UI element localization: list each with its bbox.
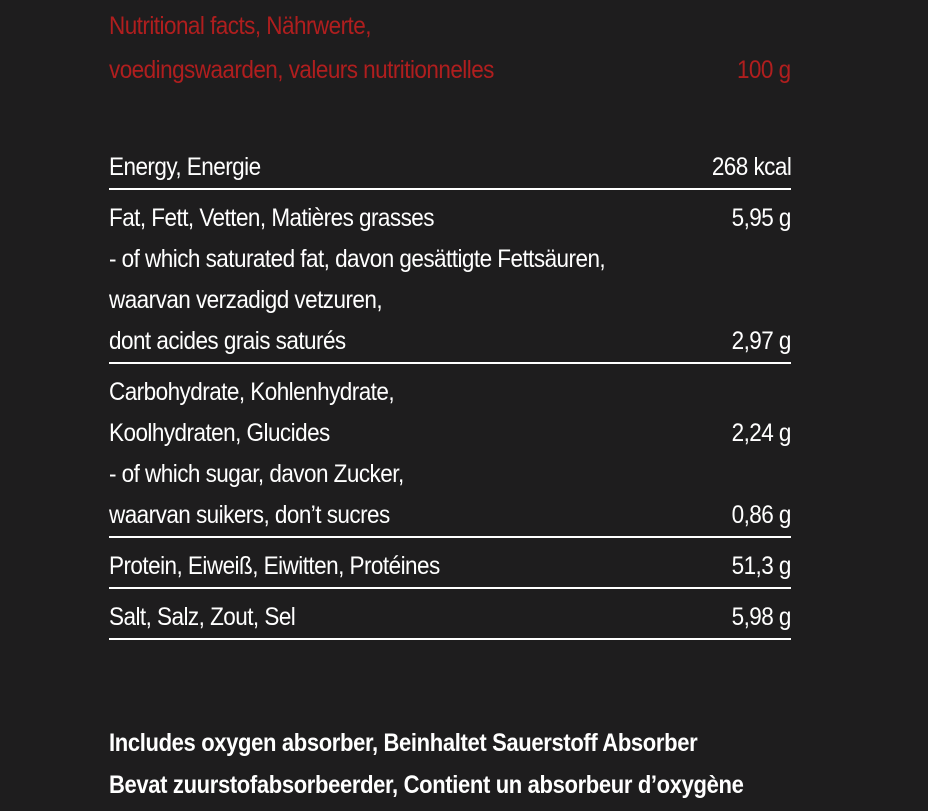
footer-line-1: Includes oxygen absorber, Beinhaltet Sauerstoff Absorber <box>109 729 698 757</box>
nutrient-value: 2,97 g <box>731 327 791 355</box>
nutrient-value: 2,24 g <box>731 419 791 447</box>
nutrient-label: Protein, Eiweiß, Eiwitten, Protéines <box>109 552 440 580</box>
nutrient-label: Fat, Fett, Vetten, Matières grasses <box>109 204 434 232</box>
nutrient-sublabel: - of which sugar, davon Zucker, <box>109 460 404 488</box>
nutrient-row-energy <box>109 147 791 190</box>
nutrient-label: Energy, Energie <box>109 153 261 181</box>
nutrient-sublabel: waarvan suikers, don’t sucres <box>109 501 390 529</box>
nutrient-sublabel: waarvan verzadigd vetzuren, <box>109 286 383 314</box>
nutrient-value: 268 kcal <box>711 153 791 181</box>
nutrient-row-protein <box>109 546 791 589</box>
nutrient-label: Salt, Salz, Zout, Sel <box>109 603 296 631</box>
nutrient-value: 0,86 g <box>731 501 791 529</box>
nutrient-value: 5,98 g <box>731 603 791 631</box>
nutrient-row-carbohydrate <box>109 372 791 538</box>
header-unit: 100 g <box>737 56 791 84</box>
nutrient-sublabel: dont acides grais saturés <box>109 327 346 355</box>
oxygen-absorber-note <box>109 722 830 806</box>
nutrition-table <box>109 147 791 648</box>
nutrient-row-fat <box>109 198 791 364</box>
nutrient-value: 5,95 g <box>731 204 791 232</box>
nutrient-row-salt <box>109 597 791 640</box>
nutrient-label: Koolhydraten, Glucides <box>109 419 330 447</box>
nutrient-sublabel: - of which saturated fat, davon gesättigte Fettsäuren, <box>109 245 606 273</box>
footer-line-2: Bevat zuurstofabsorbeerder, Contient un absorbeur d’oxygène <box>109 771 744 799</box>
header-title-line-2: voedingswaarden, valeurs nutritionnelles <box>109 56 494 84</box>
nutrient-label: Carbohydrate, Kohlenhydrate, <box>109 378 395 406</box>
header-title-line-1: Nutritional facts, Nährwerte, <box>109 12 371 40</box>
nutrition-header <box>109 4 791 92</box>
nutrient-value: 51,3 g <box>731 552 791 580</box>
